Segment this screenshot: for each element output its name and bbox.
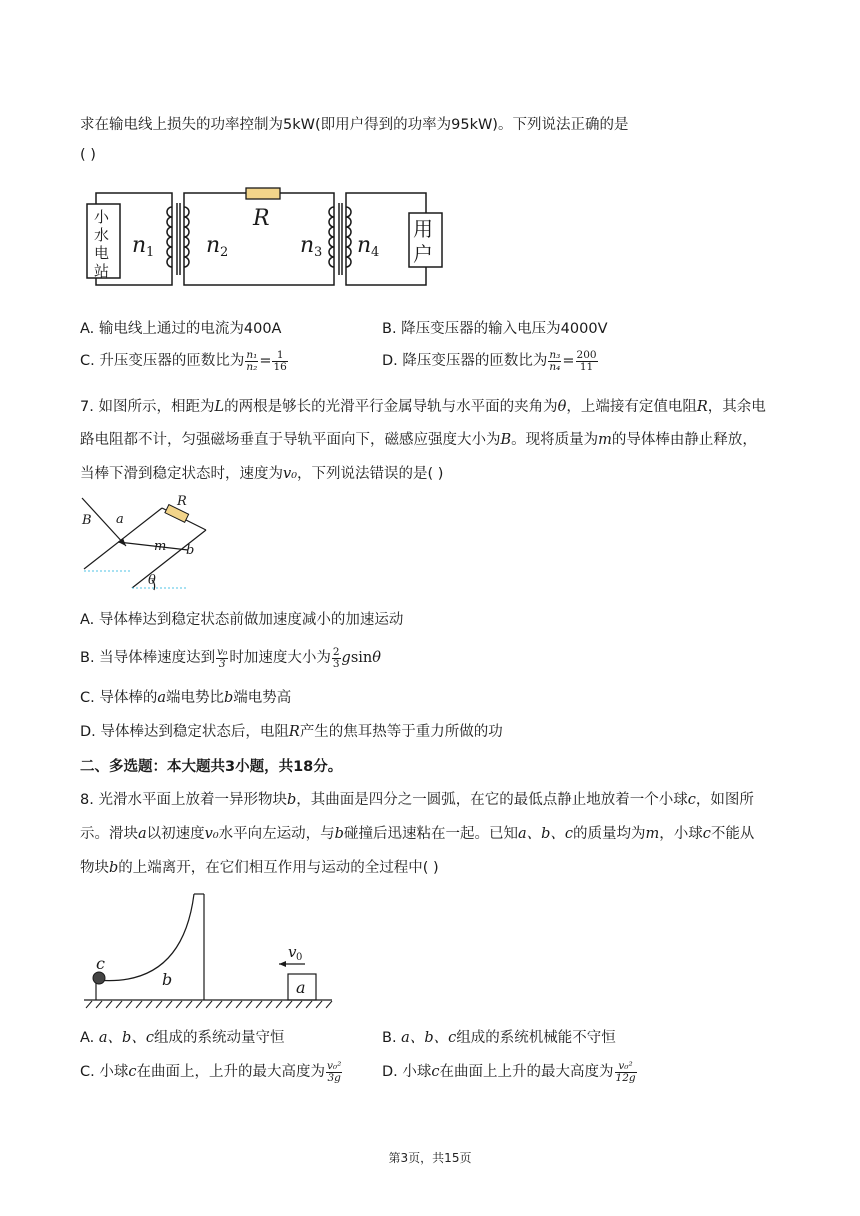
q7-stem-line3: 当棒下滑到稳定状态时，速度为v₀，下列说法错误的是( ) [80,466,444,482]
q8-label-v0-sub: 0 [296,952,303,963]
q6-option-d: D. 降压变压器的匝数比为 $\frac{\text{n₃}}{\text{n₄}}$ = $\frac{200}{11}$ [382,348,597,373]
ball-c [93,972,105,984]
q7-label-R: R [177,494,187,509]
q8-option-a: A. a、b、c组成的系统动量守恒 [80,1030,285,1046]
label-n2-sub: 2 [220,245,229,260]
q8-option-b: B. a、b、c组成的系统机械能不守恒 [382,1030,616,1046]
inclined-rails-figure [78,492,218,592]
user-char-1: 用 [413,217,433,241]
q7-option-d: D. 导体棒达到稳定状态后，电阻R产生的焦耳热等于重力所做的功 [80,724,503,740]
resistor-R [246,188,280,199]
label-n1: n [132,233,147,258]
q8-label-v0: v [288,943,297,961]
q6-option-b: B. 降压变压器的输入电压为4000V [382,321,608,337]
q7-option-b: B. 当导体棒速度达到 $\frac{\text{v₀}}{3}$ 时加速度大小为 $\frac{2}{3}$ gsinθ [80,645,381,670]
user-char-2: 户 [413,242,433,266]
q8-label-a: a [296,978,306,997]
q7-label-theta: θ [148,573,156,588]
q8-stem-line3: 物块b的上端离开，在它们相互作用与运动的全过程中( ) [80,860,439,876]
section-header: 二、多选题：本大题共3小题，共18分。 [80,759,343,775]
q7-stem-line1: 7. 如图所示，相距为L的两根是够长的光滑平行金属导轨与水平面的夹角为θ，上端接有定值电阻R，其余电 [80,399,766,415]
q6-option-c: C. 升压变压器的匝数比为 $\frac{\text{n₁}}{\text{n₂}}$ = $\frac{1}{16}$ [80,348,287,373]
q7-label-b: b [186,543,195,558]
label-n4-sub: 4 [371,245,380,260]
answer-paren: ( ) [80,147,96,163]
station-char-2: 水 [94,226,110,244]
label-n2: n [206,233,221,258]
q6-option-a: A. 输电线上通过的电流为400A [80,321,282,337]
station-char-4: 站 [94,262,110,280]
q7-label-B: B [82,513,92,528]
transmission-circuit-figure [82,183,452,295]
label-n1-sub: 1 [146,245,155,260]
label-n3: n [300,233,315,258]
q7-option-a: A. 导体棒达到稳定状态前做加速度减小的加速运动 [80,612,404,628]
q8-option-d: D. 小球c在曲面上上升的最大高度为 $\frac{\text{v₀²}}{12g}$ [382,1059,636,1084]
label-n4: n [357,233,372,258]
q7-option-c: C. 导体棒的a端电势比b端电势高 [80,690,292,706]
q7-stem-line2: 路电阻都不计，匀强磁场垂直于导轨平面向下，磁感应强度大小为B。现将质量为m的导体棒由静止释放， [80,432,757,448]
q8-label-c: c [96,954,105,973]
intro-line: 求在输电线上损失的功率控制为5kW(即用户得到的功率为95kW)。下列说法正确的是 [80,117,629,133]
q7-label-a: a [116,512,124,527]
q8-option-c: C. 小球c在曲面上，上升的最大高度为 $\frac{\text{v₀²}}{3g}$ [80,1059,342,1084]
station-char-1: 小 [94,208,110,226]
q8-stem-line2: 示。滑块a以初速度v₀水平向左运动，与b碰撞后迅速粘在一起。已知a、b、c的质量均为m，小球c不能从 [80,826,755,842]
curved-block-figure [82,888,337,1016]
q7-label-m: m [154,539,167,554]
label-R: R [253,206,270,231]
q8-stem-line1: 8. 光滑水平面上放着一异形物块b，其曲面是四分之一圆弧，在它的最低点静止地放着一个小球c，如图所 [80,792,754,808]
q8-label-b: b [162,970,173,989]
label-n3-sub: 3 [314,245,323,260]
page-footer: 第3页，共15页 [388,1151,472,1165]
station-char-3: 电 [94,244,110,262]
